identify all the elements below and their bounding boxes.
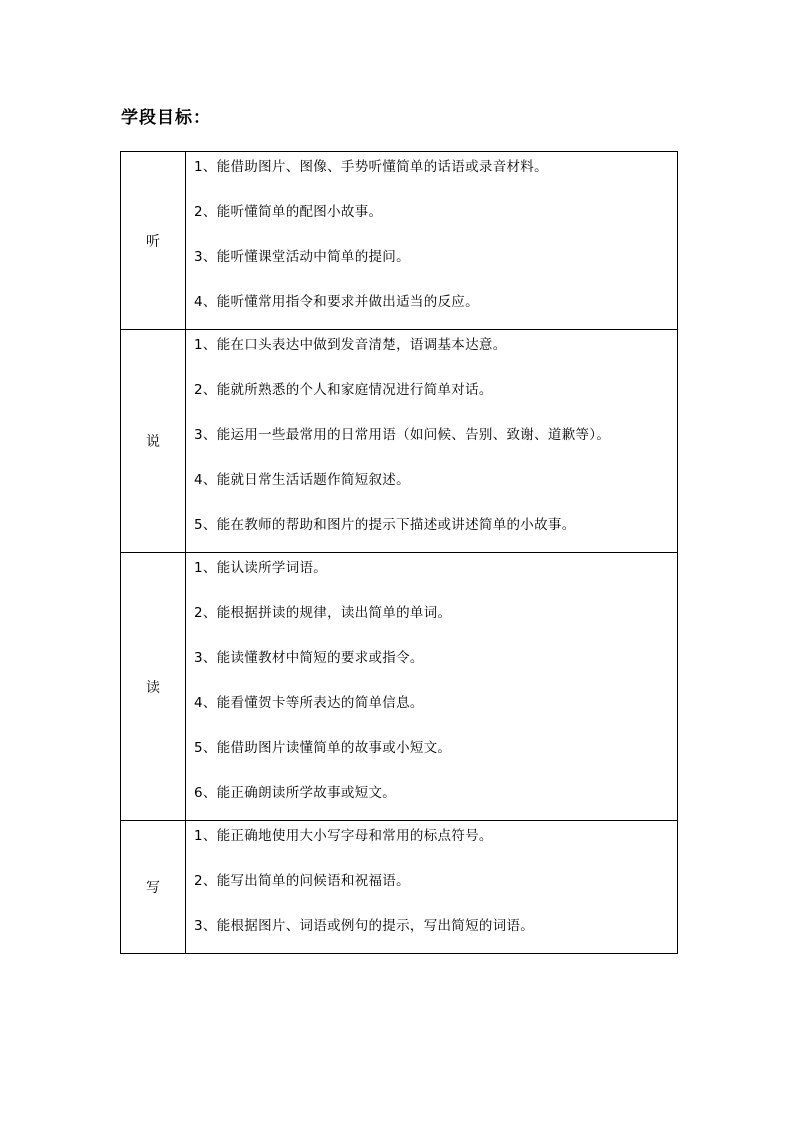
table-row — [121, 821, 678, 954]
goal-list-writing — [186, 821, 678, 954]
list-item: 2、能就所熟悉的个人和家庭情况进行简单对话。 — [194, 382, 493, 398]
list-item: 1、能借助图片、图像、手势听懂简单的话语或录音材料。 — [194, 159, 548, 175]
list-item: 4、能看懂贺卡等所表达的简单信息。 — [194, 695, 424, 711]
list-item: 4、能听懂常用指令和要求并做出适当的反应。 — [194, 294, 479, 310]
skill-label-writing: 写 — [121, 821, 186, 954]
goals-table — [120, 151, 678, 954]
list-item: 5、能在教师的帮助和图片的提示下描述或讲述简单的小故事。 — [194, 517, 576, 533]
table-row — [121, 553, 678, 821]
list-item: 1、能在口头表达中做到发音清楚，语调基本达意。 — [194, 337, 507, 353]
list-item: 3、能运用一些最常用的日常用语（如问候、告别、致谢、道歉等）。 — [194, 427, 611, 443]
table-row — [121, 152, 678, 330]
goal-list-reading — [186, 553, 678, 821]
goal-list-listening — [186, 152, 678, 330]
list-item: 2、能写出简单的问候语和祝福语。 — [194, 873, 410, 889]
page-title: 学段目标： — [121, 108, 211, 128]
list-item: 3、能听懂课堂活动中简单的提问。 — [194, 249, 410, 265]
list-item: 1、能正确地使用大小写字母和常用的标点符号。 — [194, 828, 493, 844]
list-item: 3、能读懂教材中简短的要求或指令。 — [194, 650, 424, 666]
list-item: 5、能借助图片读懂简单的故事或小短文。 — [194, 740, 452, 756]
list-item: 6、能正确朗读所学故事或短文。 — [194, 785, 397, 801]
list-item: 3、能根据图片、词语或例句的提示，写出简短的词语。 — [194, 918, 535, 934]
goal-list-speaking — [186, 330, 678, 553]
skill-label-speaking: 说 — [121, 330, 186, 553]
list-item: 4、能就日常生活话题作简短叙述。 — [194, 472, 410, 488]
list-item: 2、能根据拼读的规律，读出简单的单词。 — [194, 605, 452, 621]
skill-label-listening: 听 — [121, 152, 186, 330]
table-row — [121, 330, 678, 553]
list-item: 2、能听懂简单的配图小故事。 — [194, 204, 383, 220]
list-item: 1、能认读所学词语。 — [194, 560, 328, 576]
skill-label-reading: 读 — [121, 553, 186, 821]
